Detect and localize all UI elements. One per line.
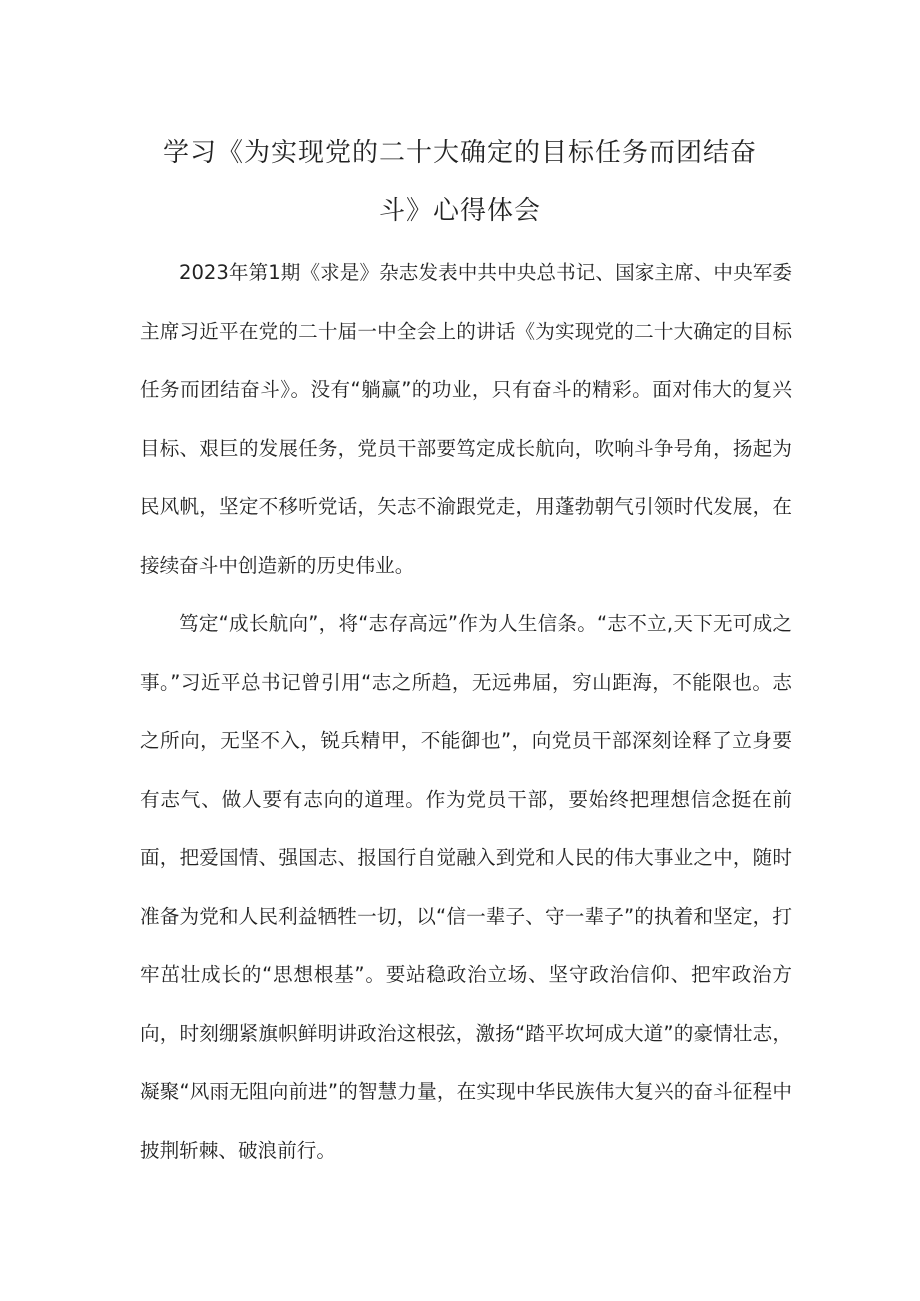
paragraph-intro: 2023年第1期《求是》杂志发表中共中央总书记、国家主席、中央军委主席习近平在党的二十届一中全会上的讲话《为实现党的二十大确定的目标任务而团结奋斗》。没有“躺赢”的功业，只有奋斗的精彩。面对伟大的复兴目标、艰巨的发展任务，党员干部要笃定成长航向，吹响斗争号角，扬起为民风帆，坚定不移听党话，矢志不渝跟党走，用蓬勃朝气引领时代发展，在接续奋斗中创造新的历史伟业。 xyxy=(140,261,792,577)
paragraph-growth-direction: 笃定“成长航向”，将“志存高远”作为人生信条。“志不立,天下无可成之事。”习近平总书记曾引用“志之所趋，无远弗届，穷山距海，不能限也。志之所向，无坚不入，锐兵精甲，不能御也”，向党员干部深刻诠释了立身要有志气、做人要有志向的道理。作为党员干部，要始终把理想信念挺在前面，把爱国情、强国志、报国行自觉融入到党和人民的伟大事业之中，随时准备为党和人民利益牺牲一切，以“信一辈子、守一辈子”的执着和坚定，打牢茁壮成长的“思想根基”。要站稳政治立场、坚守政治信仰、把牢政治方向，时刻绷紧旗帜鲜明讲政治这根弦，激扬“踏平坎坷成大道”的豪情壮志，凝聚“风雨无阻向前进”的智慧力量，在实现中华民族伟大复兴的奋斗征程中披荆斩棘、破浪前行。 xyxy=(140,612,792,1162)
document-title-line-1: 学习《为实现党的二十大确定的目标任务而团结奋 xyxy=(162,138,757,168)
document-title-line-2: 斗》心得体会 xyxy=(378,196,541,226)
